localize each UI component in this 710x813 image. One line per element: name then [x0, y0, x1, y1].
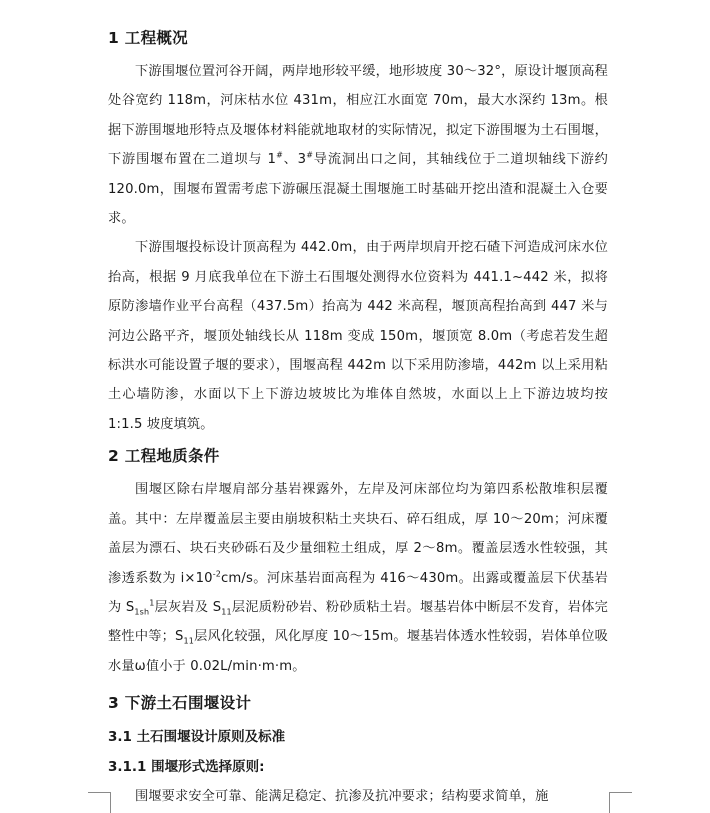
section-2-title: 2 工程地质条件 — [108, 447, 220, 466]
section-3-1-title: 3.1 土石围堰设计原则及标准 — [108, 729, 286, 746]
page-corner-mark-right — [609, 792, 632, 813]
section-1-title: 1 工程概况 — [108, 29, 188, 47]
page-corner-mark-left — [88, 792, 111, 813]
section-1-paragraph-1: 下游围堰位置河谷开阔，两岸地形较平缓，地形坡度 30～32°，原设计堰顶高程处谷宽约 118m，河床枯水位 431m，相应江水面宽 70m，最大水深约 13m。根据下游围堰地形特点及堰体材料能就地取材的实际情况，拟定下游围堰为土石围堰，下游围堰布置在二道坝与 1#、3#导流洞出口之间，其轴线位于二道坝轴线下游约 120.0m，围堰布置需考虑下游碾压混凝土围堰施工时基础开挖出渣和混凝土入仓要求。 — [108, 64, 609, 227]
section-3-paragraph-1: 围堰要求安全可靠、能满足稳定、抗渗及抗冲要求；结构要求简单，施 — [135, 789, 549, 805]
document-page — [108, 22, 608, 812]
section-2-paragraph-1: 围堰区除右岸堰肩部分基岩裸露外，左岸及河床部位均为第四系松散堆积层覆盖。其中：左岸覆盖层主要由崩坡积粘土夹块石、碎石组成，厚 10～20m；河床覆盖层为漂石、块石夹砂砾石及少量细粒土组成，厚 2～8m。覆盖层透水性较强，其渗透系数为 $i\times 10^{-2}cm/s$。河床基岩面高程为 416～430m。出露或覆盖层下伏基岩为 $S_{1sh}^1$层灰岩及 $S_{11}$层泥质粉砂岩、粉砂质粘土岩。堰基岩体中断层不发育，岩体完整性中等；$S_{11}$层风化较强，风化厚度 10～15m。堰基岩体透水性较弱，岩体单位吸水量ω值小于 0.02L/min·m·m。 — [108, 482, 609, 674]
section-1-paragraph-2: 下游围堰投标设计顶高程为 442.0m，由于两岸坝肩开挖石碴下河造成河床水位抬高，根据 9 月底我单位在下游土石围堰处测得水位资料为 441.1~442 米，拟将原防渗墙作业平台高程（437.5m）抬高为 442 米高程，堰顶高程抬高到 447 米与河边公路平齐，堰顶处轴线长从 118m 变成 150m，堰顶宽 8.0m（考虑若发生超标洪水可能设置子堰的要求），围堰高程 442m 以下采用防渗墙，442m 以上采用粘土心墙防渗，水面以下上下游边坡坡比为堆体自然坡，水面以上上下游边坡均按 1:1.5 坡度填筑。 — [108, 240, 608, 432]
section-3-title: 3 下游土石围堰设计 — [108, 694, 252, 713]
section-3-1-1-title: 3.1.1 围堰形式选择原则: — [108, 759, 265, 776]
